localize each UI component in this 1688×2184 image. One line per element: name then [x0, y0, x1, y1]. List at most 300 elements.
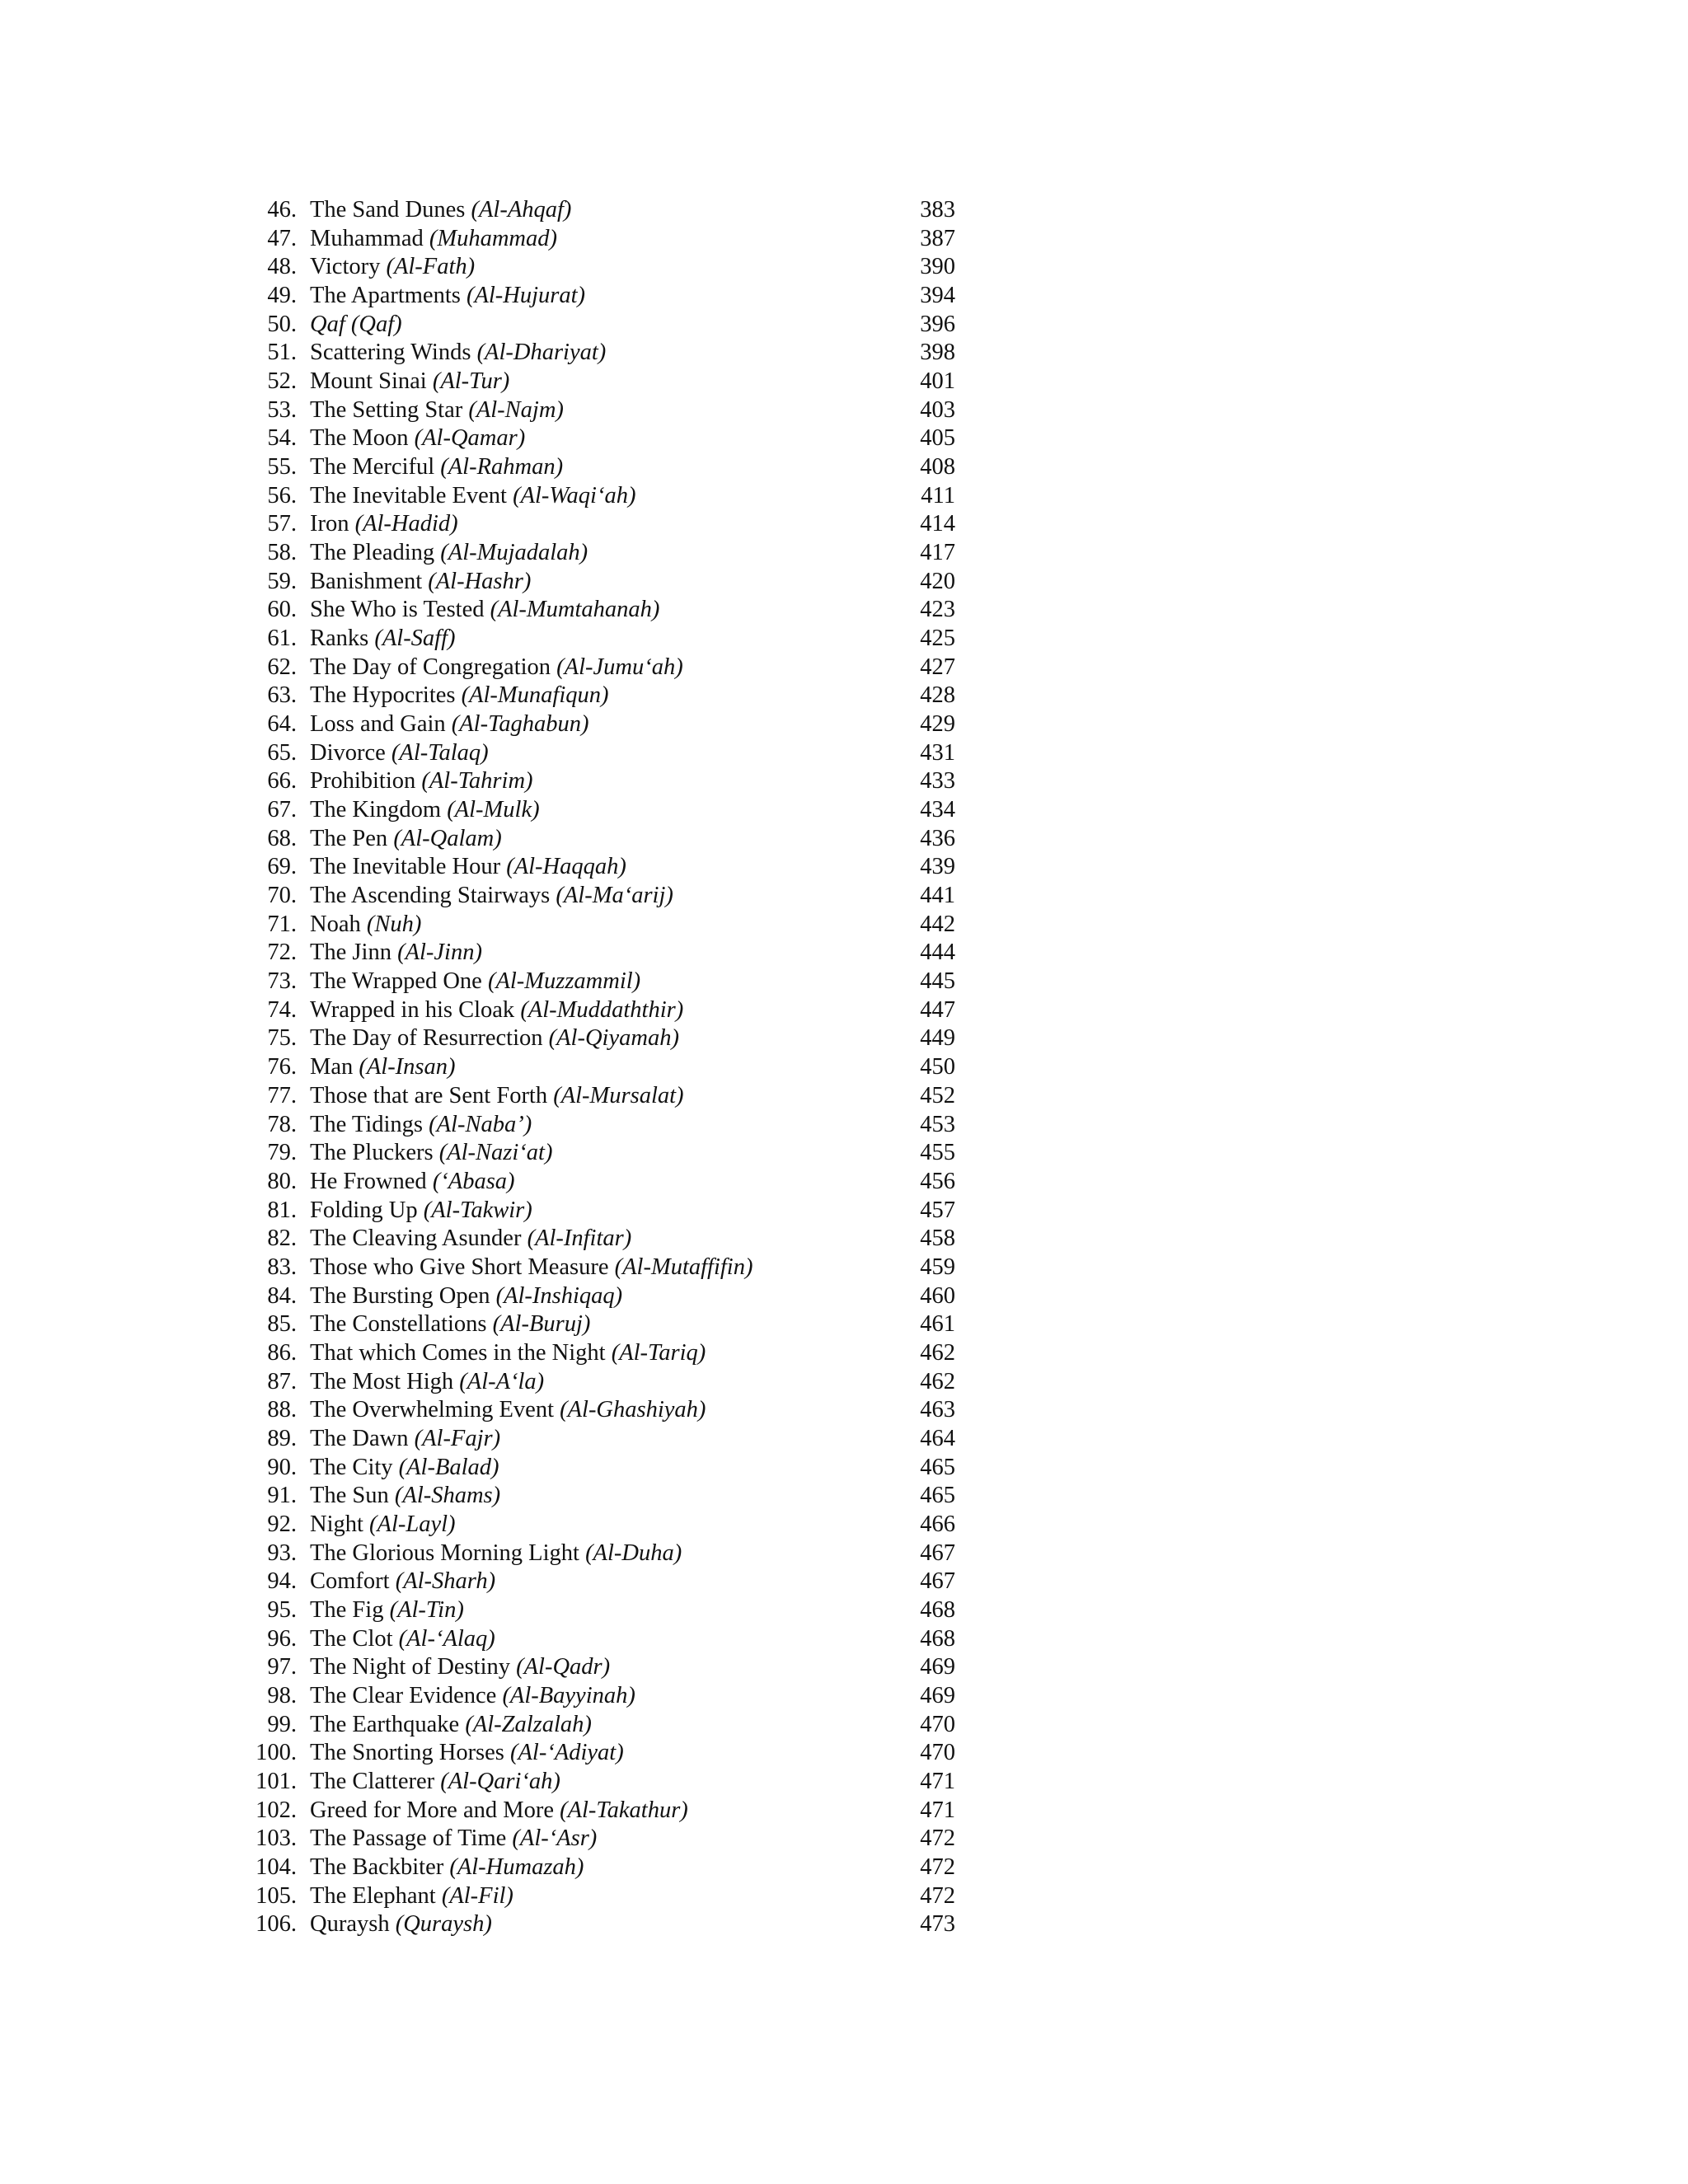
entry-english-title: The Kingdom	[310, 797, 442, 823]
entry-english-title: Scattering Winds	[310, 340, 471, 366]
entry-page-number: 411	[921, 482, 955, 509]
entry-transliteration: (Al-Dhariyat)	[476, 340, 607, 366]
entry-page-number: 442	[920, 911, 955, 937]
entry-number: 105.	[256, 1882, 297, 1909]
entry-number: 99.	[267, 1711, 297, 1737]
entry-transliteration: (‘Abasa)	[432, 1168, 515, 1194]
entry-english-title: The Sun	[310, 1483, 389, 1509]
entry-transliteration: (Al-Najm)	[468, 396, 564, 423]
entry-page-number: 444	[920, 940, 955, 966]
toc-entry	[239, 625, 964, 654]
entry-number: 76.	[267, 1054, 297, 1080]
entry-page-number: 436	[920, 825, 955, 851]
entry-english-title: The Pleading	[310, 540, 435, 566]
entry-english-title: The Pluckers	[310, 1140, 434, 1166]
entry-english-title: The Setting Star	[310, 396, 463, 423]
entry-english-title: She Who is Tested	[310, 597, 485, 623]
toc-entry	[239, 482, 964, 511]
entry-page-number: 463	[920, 1397, 955, 1423]
toc-entry	[239, 1111, 964, 1140]
entry-transliteration: (Al-Nazi‘at)	[438, 1140, 553, 1166]
toc-entry	[239, 453, 964, 482]
toc-entry	[239, 311, 964, 340]
toc-entry	[239, 1139, 964, 1168]
entry-number: 64.	[267, 711, 297, 738]
entry-transliteration: (Al-Tur)	[432, 368, 510, 395]
entry-transliteration: (Al-Waqi‘ah)	[513, 482, 636, 509]
entry-english-title: Quraysh	[310, 1911, 390, 1938]
entry-number: 75.	[267, 1025, 297, 1052]
entry-english-title: Those that are Sent Forth	[310, 1082, 548, 1108]
entry-page-number: 396	[920, 311, 955, 337]
entry-page-number: 423	[920, 597, 955, 623]
entry-transliteration: (Al-Haqqah)	[506, 854, 626, 880]
toc-entry	[239, 710, 964, 739]
entry-english-title: The Jinn	[310, 940, 392, 966]
entry-transliteration: (Al-‘Alaq)	[398, 1625, 495, 1652]
entry-english-title: The Moon	[310, 425, 409, 452]
entry-number: 74.	[267, 996, 297, 1023]
entry-page-number: 383	[920, 197, 955, 223]
toc-entry	[239, 510, 964, 539]
entry-title	[310, 1139, 552, 1168]
entry-page-number: 414	[920, 511, 955, 537]
toc-entry	[239, 1739, 964, 1768]
toc-entry	[239, 911, 964, 940]
entry-transliteration: (Al-Muddaththir)	[520, 996, 684, 1023]
entry-transliteration: (Al-Qamar)	[414, 425, 526, 452]
entry-transliteration: (Al-Mulk)	[447, 797, 540, 823]
entry-english-title: Comfort	[310, 1568, 390, 1595]
entry-number: 67.	[267, 797, 297, 823]
entry-title	[310, 1511, 456, 1540]
entry-number: 97.	[267, 1654, 297, 1680]
entry-title	[310, 225, 557, 254]
entry-title	[310, 1310, 590, 1339]
entry-number: 78.	[267, 1111, 297, 1137]
entry-page-number: 467	[920, 1540, 955, 1566]
toc-entry	[239, 1882, 964, 1911]
entry-page-number: 394	[920, 283, 955, 309]
toc-entry	[239, 1197, 964, 1226]
entry-english-title: Ranks	[310, 626, 369, 652]
entry-transliteration: (Al-Tariq)	[611, 1339, 706, 1366]
entry-title	[310, 996, 683, 1025]
entry-title	[310, 1425, 500, 1454]
toc-entry	[239, 968, 964, 996]
entry-transliteration: (Al-Qalam)	[393, 825, 502, 851]
entry-english-title: Wrapped in his Cloak	[310, 996, 515, 1023]
entry-page-number: 452	[920, 1082, 955, 1108]
entry-english-title: Those who Give Short Measure	[310, 1254, 609, 1280]
entry-transliteration: (Al-Layl)	[369, 1511, 456, 1537]
entry-page-number: 387	[920, 225, 955, 251]
toc-entry	[239, 596, 964, 625]
toc-entry	[239, 682, 964, 710]
entry-transliteration: (Al-Inshiqaq)	[495, 1282, 623, 1309]
entry-number: 92.	[267, 1511, 297, 1537]
toc-entry	[239, 339, 964, 368]
entry-title	[310, 939, 482, 968]
toc-entry	[239, 939, 964, 968]
entry-english-title: Night	[310, 1511, 363, 1537]
entry-transliteration: (Al-Takathur)	[560, 1797, 688, 1823]
entry-number: 71.	[267, 911, 297, 937]
entry-number: 89.	[267, 1425, 297, 1451]
entry-page-number: 468	[920, 1625, 955, 1652]
table-of-contents	[239, 196, 964, 1939]
toc-entry	[239, 1540, 964, 1568]
entry-transliteration: (Al-Qiyamah)	[548, 1025, 679, 1052]
toc-entry	[239, 654, 964, 682]
entry-transliteration: (Al-Sharh)	[395, 1568, 496, 1595]
entry-english-title: That which Comes in the Night	[310, 1339, 606, 1366]
entry-title	[310, 1197, 532, 1226]
entry-title	[310, 1625, 495, 1654]
entry-english-title: The Ascending Stairways	[310, 883, 551, 909]
entry-title	[310, 882, 673, 911]
entry-page-number: 408	[920, 454, 955, 480]
entry-title	[310, 1168, 515, 1197]
entry-number: 102.	[256, 1797, 297, 1823]
entry-number: 51.	[267, 340, 297, 366]
entry-page-number: 458	[920, 1226, 955, 1252]
entry-page-number: 468	[920, 1596, 955, 1623]
entry-page-number: 465	[920, 1483, 955, 1509]
entry-number: 82.	[267, 1226, 297, 1252]
entry-number: 48.	[267, 254, 297, 280]
entry-page-number: 472	[920, 1854, 955, 1880]
entry-transliteration: (Al-Insan)	[359, 1054, 456, 1080]
entry-transliteration: (Al-Ghashiyah)	[560, 1397, 706, 1423]
entry-title	[310, 825, 502, 854]
entry-title	[310, 453, 563, 482]
entry-title	[310, 767, 533, 796]
entry-english-title: Banishment	[310, 568, 423, 594]
entry-page-number: 427	[920, 654, 955, 680]
entry-title	[310, 1225, 631, 1254]
entry-page-number: 466	[920, 1511, 955, 1537]
toc-entry	[239, 1482, 964, 1511]
toc-entry	[239, 1625, 964, 1654]
entry-title	[310, 539, 588, 568]
entry-english-title: The Constellations	[310, 1311, 487, 1338]
entry-title	[310, 1368, 544, 1397]
entry-number: 49.	[267, 283, 297, 309]
entry-english-title: The Clot	[310, 1625, 393, 1652]
entry-number: 46.	[267, 197, 297, 223]
entry-title	[310, 1482, 500, 1511]
entry-title	[310, 1797, 688, 1825]
entry-number: 57.	[267, 511, 297, 537]
entry-english-title: The Most High	[310, 1368, 454, 1394]
toc-entry	[239, 996, 964, 1025]
entry-english-title: The Day of Congregation	[310, 654, 551, 680]
toc-entry	[239, 1797, 964, 1825]
entry-title	[310, 1825, 597, 1854]
entry-number: 72.	[267, 940, 297, 966]
entry-page-number: 417	[920, 540, 955, 566]
entry-transliteration: (Al-Jinn)	[397, 940, 482, 966]
entry-number: 54.	[267, 425, 297, 452]
entry-transliteration: (Al-Infitar)	[527, 1226, 632, 1252]
entry-title	[310, 1111, 532, 1140]
toc-entry	[239, 1454, 964, 1483]
entry-transliteration: (Al-Ma‘arij)	[556, 883, 673, 909]
entry-transliteration: (Al-Mujadalah)	[440, 540, 588, 566]
entry-transliteration: (Al-Mursalat)	[553, 1082, 684, 1108]
toc-entry	[239, 1425, 964, 1454]
entry-title	[310, 482, 635, 511]
entry-english-title: The Cleaving Asunder	[310, 1226, 522, 1252]
entry-number: 83.	[267, 1254, 297, 1280]
entry-title	[310, 1910, 492, 1939]
entry-page-number: 461	[920, 1311, 955, 1338]
entry-transliteration: (Al-Saff)	[374, 626, 456, 652]
entry-english-title: The Apartments	[310, 283, 461, 309]
entry-transliteration: (Nuh)	[366, 911, 422, 937]
entry-number: 88.	[267, 1397, 297, 1423]
entry-number: 91.	[267, 1483, 297, 1509]
toc-entry	[239, 424, 964, 453]
entry-number: 93.	[267, 1540, 297, 1566]
entry-title	[310, 311, 402, 340]
entry-page-number: 428	[920, 682, 955, 709]
entry-english-title: The Wrapped One	[310, 968, 482, 995]
entry-title	[310, 1254, 753, 1282]
entry-number: 96.	[267, 1625, 297, 1652]
entry-number: 61.	[267, 626, 297, 652]
entry-transliteration: (Al-Fil)	[441, 1882, 513, 1909]
entry-page-number: 434	[920, 797, 955, 823]
entry-transliteration: (Quraysh)	[395, 1911, 492, 1938]
entry-number: 84.	[267, 1282, 297, 1309]
entry-english-title: The Overwhelming Event	[310, 1397, 554, 1423]
toc-entry	[239, 1310, 964, 1339]
entry-number: 70.	[267, 883, 297, 909]
entry-title	[310, 396, 564, 425]
entry-page-number: 425	[920, 626, 955, 652]
entry-title	[310, 196, 571, 225]
entry-title	[310, 796, 540, 825]
entry-page-number: 445	[920, 968, 955, 995]
entry-transliteration: (Al-Fajr)	[414, 1425, 501, 1451]
entry-number: 101.	[256, 1768, 297, 1794]
entry-page-number: 472	[920, 1882, 955, 1909]
entry-transliteration: (Al-Shams)	[394, 1483, 501, 1509]
entry-page-number: 401	[920, 368, 955, 395]
entry-transliteration: (Al-Hujurat)	[466, 283, 586, 309]
entry-title	[310, 510, 458, 539]
entry-number: 73.	[267, 968, 297, 995]
entry-page-number: 467	[920, 1568, 955, 1595]
entry-number: 65.	[267, 739, 297, 766]
entry-title	[310, 1768, 560, 1797]
entry-number: 60.	[267, 597, 297, 623]
toc-entry	[239, 1825, 964, 1854]
entry-title	[310, 1739, 624, 1768]
entry-page-number: 462	[920, 1339, 955, 1366]
entry-transliteration: (Al-Mumtahanah)	[490, 597, 660, 623]
entry-page-number: 433	[920, 768, 955, 794]
entry-page-number: 453	[920, 1111, 955, 1137]
entry-english-title: The Clear Evidence	[310, 1682, 497, 1708]
entry-english-title: The Inevitable Event	[310, 482, 507, 509]
entry-number: 104.	[256, 1854, 297, 1880]
entry-transliteration: (Muhammad)	[429, 225, 557, 251]
entry-english-title: Greed for More and More	[310, 1797, 554, 1823]
entry-transliteration: (Al-Balad)	[398, 1454, 499, 1480]
entry-page-number: 462	[920, 1368, 955, 1394]
entry-number: 86.	[267, 1339, 297, 1366]
entry-title	[310, 596, 659, 625]
entry-title	[310, 1596, 464, 1625]
entry-number: 59.	[267, 568, 297, 594]
entry-page-number: 469	[920, 1682, 955, 1708]
toc-entry	[239, 1168, 964, 1197]
toc-entry	[239, 1653, 964, 1682]
entry-transliteration: (Al-Muzzammil)	[487, 968, 641, 995]
entry-title	[310, 1568, 495, 1596]
entry-transliteration: (Al-Duha)	[585, 1540, 682, 1566]
entry-english-title: Muhammad	[310, 225, 424, 251]
entry-number: 68.	[267, 825, 297, 851]
entry-english-title: The Merciful	[310, 454, 435, 480]
entry-page-number: 456	[920, 1168, 955, 1194]
toc-entry	[239, 539, 964, 568]
toc-entry	[239, 196, 964, 225]
entry-english-title: The Day of Resurrection	[310, 1025, 543, 1052]
entry-english-title: Divorce	[310, 739, 386, 766]
entry-title	[310, 1854, 584, 1882]
entry-english-title: Noah	[310, 911, 361, 937]
entry-transliteration: (Al-Zalzalah)	[465, 1711, 592, 1737]
entry-title	[310, 1024, 679, 1053]
entry-number: 98.	[267, 1682, 297, 1708]
toc-entry	[239, 796, 964, 825]
toc-entry	[239, 1711, 964, 1740]
entry-page-number: 460	[920, 1282, 955, 1309]
toc-entry	[239, 1082, 964, 1111]
toc-entry	[239, 396, 964, 425]
entry-title	[310, 1882, 513, 1911]
toc-entry	[239, 739, 964, 768]
entry-title	[310, 253, 475, 282]
entry-english-title: The Fig	[310, 1596, 384, 1623]
entry-english-title: Man	[310, 1054, 354, 1080]
entry-page-number: 455	[920, 1140, 955, 1166]
toc-entry	[239, 568, 964, 597]
entry-page-number: 390	[920, 254, 955, 280]
entry-english-title: The Snorting Horses	[310, 1740, 504, 1766]
toc-entry	[239, 1396, 964, 1425]
entry-number: 85.	[267, 1311, 297, 1338]
toc-entry	[239, 1225, 964, 1254]
toc-entry	[239, 1282, 964, 1311]
entry-english-title: The Earthquake	[310, 1711, 460, 1737]
entry-page-number: 447	[920, 996, 955, 1023]
entry-page-number: 470	[920, 1740, 955, 1766]
entry-english-title: He Frowned	[310, 1168, 427, 1194]
entry-title	[310, 710, 589, 739]
entry-english-title: The Bursting Open	[310, 1282, 490, 1309]
entry-number: 80.	[267, 1168, 297, 1194]
toc-entry	[239, 1596, 964, 1625]
entry-english-title: The Dawn	[310, 1425, 409, 1451]
entry-page-number: 472	[920, 1825, 955, 1852]
entry-page-number: 471	[920, 1768, 955, 1794]
entry-page-number: 473	[920, 1911, 955, 1938]
toc-entry	[239, 1024, 964, 1053]
entry-english-title: The Clatterer	[310, 1768, 435, 1794]
entry-page-number: 429	[920, 711, 955, 738]
entry-english-title: The Inevitable Hour	[310, 854, 501, 880]
entry-number: 90.	[267, 1454, 297, 1480]
entry-english-title: The Hypocrites	[310, 682, 456, 709]
entry-transliteration: (Al-Fath)	[386, 254, 476, 280]
entry-title	[310, 654, 683, 682]
entry-transliteration: (Al-Naba’)	[429, 1111, 532, 1137]
toc-entry	[239, 1053, 964, 1082]
entry-number: 106.	[256, 1911, 297, 1938]
toc-entry	[239, 282, 964, 311]
entry-page-number: 469	[920, 1654, 955, 1680]
entry-transliteration: Qaf (Qaf)	[310, 311, 402, 337]
entry-title	[310, 1396, 706, 1425]
entry-transliteration: (Al-Munafiqun)	[461, 682, 609, 709]
entry-number: 94.	[267, 1568, 297, 1595]
entry-transliteration: (Al-Hashr)	[428, 568, 532, 594]
entry-english-title: The Backbiter	[310, 1854, 444, 1880]
toc-entry	[239, 225, 964, 254]
entry-page-number: 450	[920, 1054, 955, 1080]
entry-title	[310, 1540, 682, 1568]
toc-entry	[239, 767, 964, 796]
entry-number: 95.	[267, 1596, 297, 1623]
entry-title	[310, 1053, 456, 1082]
entry-title	[310, 739, 489, 768]
entry-title	[310, 625, 456, 654]
toc-entry	[239, 253, 964, 282]
entry-title	[310, 1711, 592, 1740]
entry-number: 81.	[267, 1197, 297, 1223]
entry-number: 63.	[267, 682, 297, 709]
entry-page-number: 470	[920, 1711, 955, 1737]
entry-english-title: The Elephant	[310, 1882, 436, 1909]
entry-number: 53.	[267, 396, 297, 423]
entry-page-number: 449	[920, 1025, 955, 1052]
entry-page-number: 441	[920, 883, 955, 909]
entry-number: 56.	[267, 482, 297, 509]
entry-number: 55.	[267, 454, 297, 480]
entry-transliteration: (Al-Jumu‘ah)	[556, 654, 683, 680]
entry-number: 50.	[267, 311, 297, 337]
entry-english-title: Folding Up	[310, 1197, 418, 1223]
entry-transliteration: (Al-Qari‘ah)	[440, 1768, 560, 1794]
entry-english-title: Iron	[310, 511, 349, 537]
entry-page-number: 405	[920, 425, 955, 452]
entry-number: 79.	[267, 1140, 297, 1166]
entry-transliteration: (Al-Rahman)	[440, 454, 564, 480]
entry-title	[310, 568, 531, 597]
entry-number: 87.	[267, 1368, 297, 1394]
entry-transliteration: (Al-Tin)	[389, 1596, 464, 1623]
toc-entry	[239, 1568, 964, 1596]
entry-number: 100.	[256, 1740, 297, 1766]
entry-transliteration: (Al-Ahqaf)	[471, 197, 572, 223]
entry-english-title: Prohibition	[310, 768, 416, 794]
entry-title	[310, 424, 525, 453]
